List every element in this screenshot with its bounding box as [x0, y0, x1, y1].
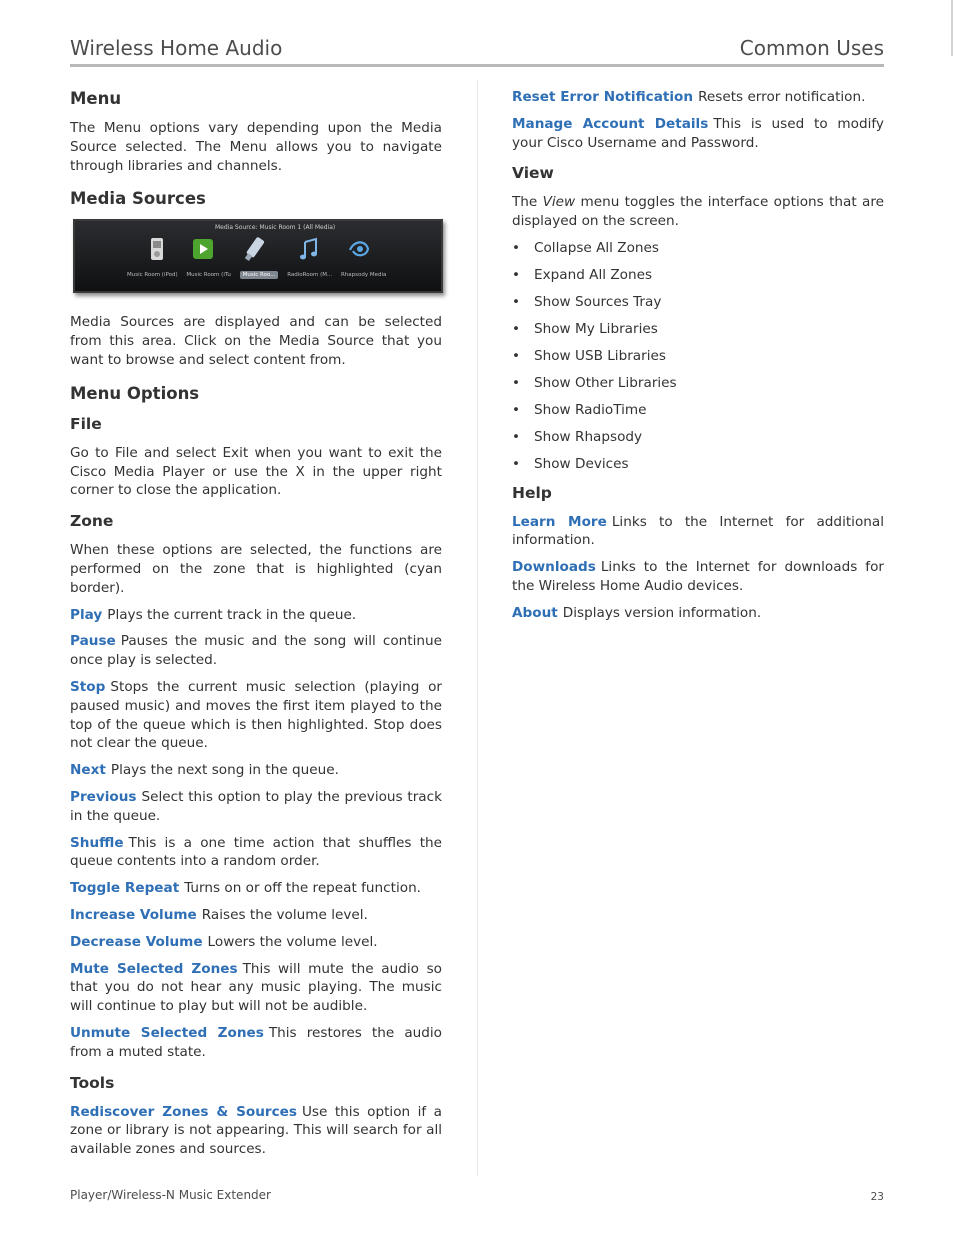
- desc: This restores the audio from a muted state.: [70, 1024, 442, 1060]
- term: Play: [70, 606, 103, 623]
- term: Downloads: [512, 559, 596, 576]
- rhapsody-icon: [346, 235, 372, 265]
- list-item: • Show My Libraries: [512, 320, 884, 339]
- media-sources-heading: Media Sources: [70, 189, 206, 209]
- term: Manage Account Details: [512, 115, 709, 132]
- help-heading: Help: [512, 483, 552, 502]
- term: Stop: [70, 678, 106, 695]
- list-item: • Expand All Zones: [512, 266, 884, 285]
- page-header: [70, 36, 884, 66]
- zone-item-next: [70, 761, 442, 780]
- page-number: 23: [870, 1191, 884, 1203]
- view-text: [512, 193, 884, 231]
- help-item-downloads: [512, 558, 884, 596]
- desc: Lowers the volume level.: [207, 933, 378, 950]
- zone-item-toggle-repeat: [70, 879, 442, 898]
- column-divider: [477, 80, 478, 1176]
- item-manage-account: [512, 115, 884, 153]
- header-rule: [70, 64, 884, 67]
- term: Learn More: [512, 513, 607, 530]
- zone-item-mute: [70, 960, 442, 1016]
- source-label[interactable]: Music Room (iTu: [186, 272, 231, 279]
- source-label[interactable]: RadioRoom (M...: [287, 272, 333, 279]
- view-options-list: [512, 239, 884, 474]
- list-item: • Show Other Libraries: [512, 374, 884, 393]
- zone-text: When these options are selected, the functions are performed on the zone that is highlighted (cyan border).: [70, 542, 442, 596]
- list-item: • Show Sources Tray: [512, 293, 884, 312]
- desc: This is a one time action that shuffles the queue contents into a random order.: [70, 834, 442, 870]
- header-title: Wireless Home Audio: [70, 36, 283, 60]
- left-column: [70, 86, 442, 1167]
- item-reset-error: [512, 88, 884, 107]
- media-sources-text: Media Sources are displayed and can be selected from this area. Click on the Media Source that you want to browse and select content from.: [70, 314, 442, 368]
- term: Rediscover Zones & Sources: [70, 1103, 297, 1120]
- file-heading: File: [70, 414, 102, 433]
- right-column: [512, 88, 884, 631]
- view-text-after: menu toggles the interface options that are displayed on the screen.: [512, 194, 884, 230]
- list-item: • Show RadioTime: [512, 401, 884, 420]
- desc: This will mute the audio so that you do not hear any music playing. The music will continue to play but will not be audible.: [70, 960, 443, 1015]
- source-label-selected[interactable]: Music Roo...: [240, 271, 279, 279]
- desc: Select this option to play the previous track in the queue.: [70, 788, 442, 824]
- media-sources-screenshot: [73, 219, 443, 293]
- desc: Resets error notification.: [698, 89, 866, 105]
- play-source-icon: [190, 235, 216, 265]
- file-text: Go to File and select Exit when you want to exit the Cisco Media Player or use the X in the upper right corner to close the application.: [70, 444, 442, 499]
- zone-item-unmute: [70, 1024, 442, 1062]
- list-item: • Show Rhapsody: [512, 428, 884, 447]
- tools-item-rediscover: [70, 1103, 442, 1159]
- term: Reset Error Notification: [512, 89, 694, 105]
- term: Increase Volume: [70, 906, 197, 923]
- header-section: Common Uses: [739, 36, 884, 60]
- list-item: • Show USB Libraries: [512, 347, 884, 366]
- menu-options-heading: Menu Options: [70, 383, 200, 403]
- screenshot-source-labels: [127, 271, 393, 279]
- menu-heading: Menu: [70, 89, 122, 108]
- source-label[interactable]: Music Room (iPod): [127, 272, 178, 279]
- desc: Use this option if a zone or library is not appearing. This will search for all available zones and sources.: [70, 1103, 442, 1158]
- term: Decrease Volume: [70, 933, 203, 950]
- zone-heading: Zone: [70, 512, 114, 531]
- view-text-em: View: [542, 194, 576, 211]
- music-note-icon: [296, 235, 322, 265]
- screenshot-top-text: Media Source: Music Room 1 (All Media): [215, 224, 336, 232]
- ipod-icon: [144, 235, 170, 265]
- zone-item-increase-volume: [70, 906, 442, 925]
- help-item-about: [512, 604, 884, 623]
- term: Mute Selected Zones: [70, 960, 238, 977]
- list-item: • Show Devices: [512, 455, 884, 474]
- zone-item-pause: [70, 632, 442, 670]
- help-item-learn-more: [512, 513, 884, 551]
- screenshot-source-icons: [130, 235, 440, 269]
- term: About: [512, 604, 558, 621]
- footer-product: Player/Wireless-N Music Extender: [70, 1188, 271, 1202]
- term: Toggle Repeat: [70, 880, 180, 897]
- list-item: • Collapse All Zones: [512, 239, 884, 258]
- term: Shuffle: [70, 834, 124, 851]
- desc: Raises the volume level.: [201, 906, 368, 923]
- zone-item-decrease-volume: [70, 933, 442, 952]
- desc: Stops the current music selection (playing or paused music) and moves the first item played to the top of the queue which is then highlighted. Stop does not clear the queue.: [70, 678, 442, 752]
- desc: Pauses the music and the song will continue once play is selected.: [70, 633, 442, 669]
- term: Next: [70, 762, 106, 779]
- usb-drive-icon: [242, 235, 268, 265]
- desc: This is used to modify your Cisco Username and Password.: [512, 115, 884, 151]
- desc: Plays the next song in the queue.: [110, 762, 339, 779]
- zone-item-shuffle: [70, 834, 442, 872]
- source-label[interactable]: Rhapsody Media: [340, 272, 387, 279]
- zone-item-previous: [70, 788, 442, 826]
- desc: Plays the current track in the queue.: [107, 606, 357, 623]
- zone-item-play: [70, 606, 442, 625]
- page-corner-mark: [951, 0, 953, 56]
- zone-item-stop: [70, 678, 442, 753]
- desc: Links to the Internet for downloads for the Wireless Home Audio devices.: [512, 559, 884, 595]
- term: Unmute Selected Zones: [70, 1024, 264, 1041]
- desc: Displays version information.: [562, 604, 762, 621]
- term: Previous: [70, 788, 137, 805]
- view-text-before: The: [512, 194, 543, 211]
- menu-text: The Menu options vary depending upon the Media Source selected. The Menu allows you to navigate through libraries and channels.: [70, 120, 442, 174]
- term: Pause: [70, 633, 116, 650]
- view-heading: View: [512, 164, 554, 183]
- desc: Links to the Internet for additional information.: [512, 513, 884, 549]
- desc: Turns on or off the repeat function.: [184, 880, 422, 897]
- tools-heading: Tools: [70, 1073, 115, 1092]
